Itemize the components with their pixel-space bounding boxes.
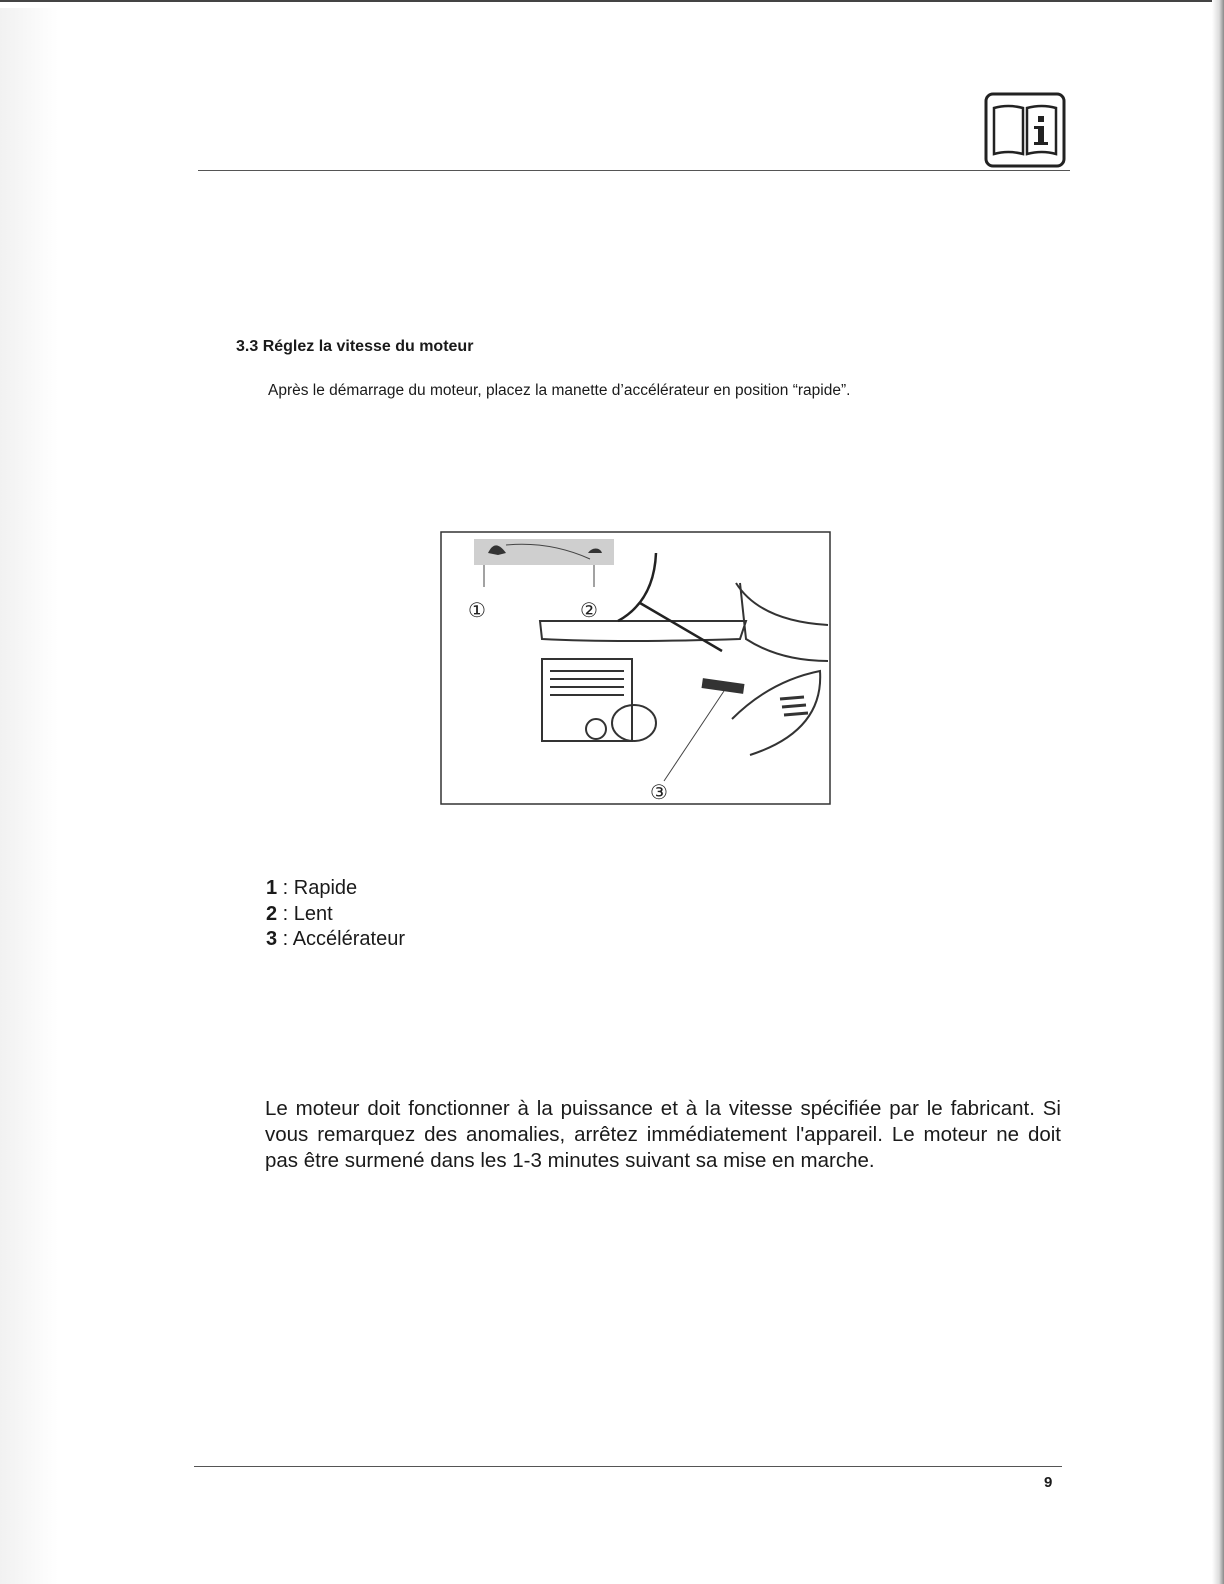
legend-list [266,876,405,953]
callout-1: ① [468,598,486,622]
scan-top-edge [0,0,1224,6]
legend-item: 3 : Accélérateur [266,928,405,950]
footer-rule [194,1466,1062,1467]
legend-item: 2 : Lent [266,902,333,925]
throttle-figure [440,531,832,806]
callout-3: ③ [650,780,668,804]
callout-2: ② [580,598,598,622]
body-paragraph: Le moteur doit fonctionner à la puissance et à la vitesse spécifiée par le fabricant. Si vous remarquez des anomalies, arrêtez immédiatement l'appareil. Le moteur ne doit pas être surmené dans les 1-3 minutes suivant sa mise en marche. [265,1097,1061,1172]
header-rule [198,170,1070,171]
page-number: 9 [1044,1474,1053,1491]
intro-text: Après le démarrage du moteur, placez la manette d’accélérateur en position “rapide”. [268,382,851,399]
section-title: 3.3 Réglez la vitesse du moteur [236,338,474,355]
scan-right-edge [1212,0,1224,1584]
legend-item: 1 : Rapide [266,877,358,899]
manual-info-icon [984,92,1066,168]
scan-left-shadow [0,8,58,1584]
